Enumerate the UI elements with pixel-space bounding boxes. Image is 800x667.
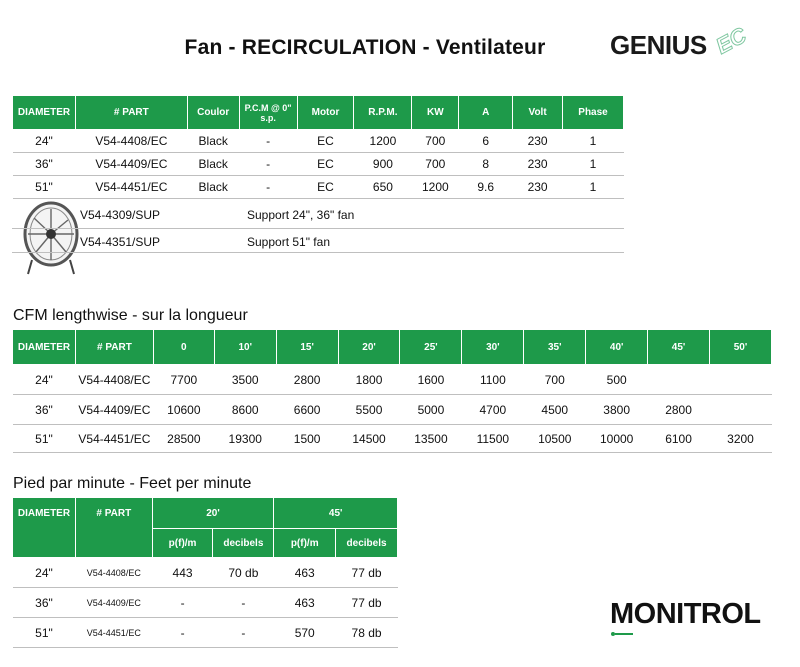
cell: V54-4408/EC: [75, 558, 152, 588]
cell: 230: [513, 130, 563, 153]
cell: 1200: [412, 176, 459, 199]
col-header: DIAMETER: [13, 330, 76, 365]
col-header: A: [459, 96, 513, 130]
table-row: [13, 588, 398, 618]
cell: EC: [297, 176, 354, 199]
cell: [710, 365, 772, 395]
col-header: 45': [648, 330, 710, 365]
col-header: 10': [214, 330, 276, 365]
cell: V54-4451/EC: [75, 176, 187, 199]
support-desc: Support 24", 36" fan: [247, 208, 355, 222]
cell: V54-4451/EC: [75, 618, 152, 648]
cell: 1600: [400, 365, 462, 395]
cell: 11500: [462, 425, 524, 453]
col-header: KW: [412, 96, 459, 130]
cell: V54-4409/EC: [75, 395, 153, 425]
cell: 9.6: [459, 176, 513, 199]
col-header: 0: [153, 330, 214, 365]
col-header: # PART: [75, 330, 153, 365]
cell: 5000: [400, 395, 462, 425]
cell: -: [152, 588, 213, 618]
cell: 7700: [153, 365, 214, 395]
cell: 51": [13, 176, 76, 199]
cell: 6: [459, 130, 513, 153]
cell: 14500: [338, 425, 400, 453]
cfm-title: CFM lengthwise - sur la longueur: [13, 307, 248, 324]
support-desc: Support 51" fan: [247, 235, 330, 249]
fpm-header-row: [13, 498, 398, 529]
col-header: Coulor: [187, 96, 239, 130]
cell: 1: [563, 176, 624, 199]
col-header: # PART: [75, 96, 187, 130]
cell: 1: [563, 153, 624, 176]
col-header: P.C.M @ 0" s.p.: [239, 96, 297, 130]
cell: 51": [13, 425, 76, 453]
cell: Black: [187, 176, 239, 199]
cell: 230: [513, 176, 563, 199]
support-row: [12, 229, 624, 253]
cell: 230: [513, 153, 563, 176]
cell: V54-4408/EC: [75, 130, 187, 153]
col-header: Volt: [513, 96, 563, 130]
genius-logo: GENIUS: [610, 30, 707, 60]
col-header: 30': [462, 330, 524, 365]
cell: -: [239, 176, 297, 199]
cell: 4500: [524, 395, 586, 425]
cell: 650: [354, 176, 412, 199]
specs-table: [12, 95, 624, 199]
cell: 443: [152, 558, 213, 588]
cell: 6100: [648, 425, 710, 453]
cell: 2800: [648, 395, 710, 425]
col-header: 25': [400, 330, 462, 365]
col-header: 45': [274, 498, 398, 529]
col-header: 20': [152, 498, 274, 529]
cell: V54-4409/EC: [75, 153, 187, 176]
col-header: 35': [524, 330, 586, 365]
specs-header-row: [13, 96, 624, 130]
cell: 2800: [276, 365, 338, 395]
sub-header: p(f)/m: [152, 529, 213, 558]
fpm-table: [12, 497, 398, 648]
cell: 51": [13, 618, 76, 648]
cell: 900: [354, 153, 412, 176]
cell: 500: [586, 365, 648, 395]
cell: -: [239, 130, 297, 153]
table-row: [13, 425, 772, 453]
cell: 28500: [153, 425, 214, 453]
cell: 3800: [586, 395, 648, 425]
cell: 10000: [586, 425, 648, 453]
cell: 3500: [214, 365, 276, 395]
cell: 6600: [276, 395, 338, 425]
cell: -: [239, 153, 297, 176]
cell: 13500: [400, 425, 462, 453]
cell: 4700: [462, 395, 524, 425]
cell: 24": [13, 365, 76, 395]
support-part: V54-4351/SUP: [80, 235, 161, 249]
cell: Black: [187, 153, 239, 176]
cell: -: [213, 588, 274, 618]
cell: 5500: [338, 395, 400, 425]
cell: 24": [13, 558, 76, 588]
cell: 78 db: [336, 618, 398, 648]
page-title: Fan - RECIRCULATION - Ventilateur: [184, 36, 546, 59]
cell: EC: [297, 153, 354, 176]
cfm-header-row: [13, 330, 772, 365]
sub-header: p(f)/m: [274, 529, 336, 558]
cell: V54-4409/EC: [75, 588, 152, 618]
cell: 77 db: [336, 558, 398, 588]
cell: 1100: [462, 365, 524, 395]
fpm-title: Pied par minute - Feet per minute: [13, 475, 252, 492]
cell: 36": [13, 153, 76, 176]
cell: 8: [459, 153, 513, 176]
cell: 1800: [338, 365, 400, 395]
cell: 570: [274, 618, 336, 648]
col-header: 15': [276, 330, 338, 365]
col-header: Motor: [297, 96, 354, 130]
col-header: 50': [710, 330, 772, 365]
cell: 36": [13, 395, 76, 425]
table-row: [13, 176, 624, 199]
table-row: [13, 153, 624, 176]
cell: 700: [524, 365, 586, 395]
cell: Black: [187, 130, 239, 153]
cell: 8600: [214, 395, 276, 425]
cell: 3200: [710, 425, 772, 453]
cell: 463: [274, 558, 336, 588]
sub-header: decibels: [213, 529, 274, 558]
col-header: R.P.M.: [354, 96, 412, 130]
cell: 70 db: [213, 558, 274, 588]
cell: -: [213, 618, 274, 648]
col-header: DIAMETER: [13, 96, 76, 130]
table-row: [13, 395, 772, 425]
cell: 700: [412, 130, 459, 153]
table-row: [13, 130, 624, 153]
cell: 1500: [276, 425, 338, 453]
cell: 36": [13, 588, 76, 618]
cell: [710, 395, 772, 425]
logo-underline: [615, 633, 633, 635]
col-header: DIAMETER: [13, 498, 76, 558]
cell: 700: [412, 153, 459, 176]
cell: 1200: [354, 130, 412, 153]
monitrol-logo: MONITROL: [610, 598, 761, 630]
cell: [648, 365, 710, 395]
col-header: # PART: [75, 498, 152, 558]
ec-logo-mark: EC: [711, 22, 751, 59]
cell: 1: [563, 130, 624, 153]
cell: 77 db: [336, 588, 398, 618]
cell: 10500: [524, 425, 586, 453]
table-row: [13, 558, 398, 588]
table-row: [13, 365, 772, 395]
support-part: V54-4309/SUP: [80, 208, 161, 222]
support-row: [12, 200, 624, 229]
cell: -: [152, 618, 213, 648]
cell: 463: [274, 588, 336, 618]
cfm-table: [12, 329, 772, 453]
col-header: Phase: [563, 96, 624, 130]
cell: 10600: [153, 395, 214, 425]
cell: V54-4451/EC: [75, 425, 153, 453]
col-header: 40': [586, 330, 648, 365]
cell: V54-4408/EC: [75, 365, 153, 395]
sub-header: decibels: [336, 529, 398, 558]
cell: EC: [297, 130, 354, 153]
table-row: [13, 618, 398, 648]
col-header: 20': [338, 330, 400, 365]
cell: 24": [13, 130, 76, 153]
cell: 19300: [214, 425, 276, 453]
